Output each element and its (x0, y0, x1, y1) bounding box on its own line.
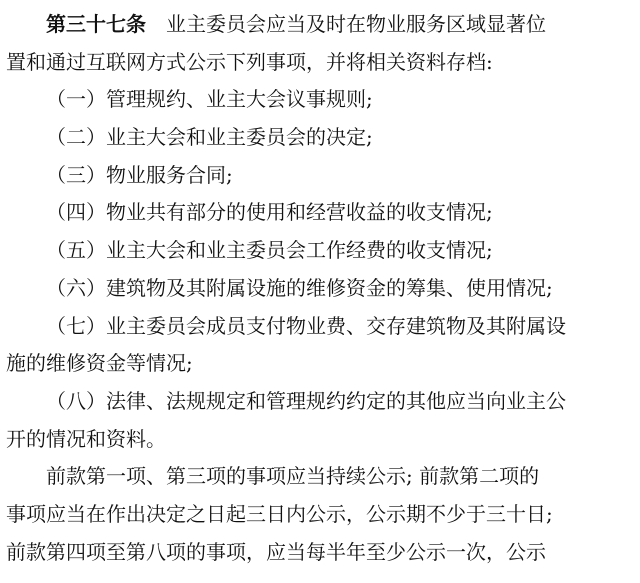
article-text-line-1: 业主委员会应当及时在物业服务区域显著位 (166, 12, 546, 36)
article-title: 第三十七条 (46, 12, 146, 36)
list-item-6: （六）建筑物及其附属设施的维修资金的筹集、使用情况; (46, 275, 553, 300)
list-item-8: （八）法律、法规规定和管理规约约定的其他应当向业主公 (46, 388, 566, 413)
paragraph-line-1: 前款第一项、第三项的事项应当持续公示; 前款第二项的 (46, 464, 540, 489)
list-item-5: （五）业主大会和业主委员会工作经费的收支情况; (46, 238, 493, 263)
list-item-4: （四）物业共有部分的使用和经营收益的收支情况; (46, 200, 493, 225)
list-item-3: （三）物业服务合同; (46, 162, 233, 187)
article-text-line-2: 置和通过互联网方式公示下列事项，并将相关资料存档: (6, 49, 493, 74)
list-item-7: （七）业主委员会成员支付物业费、交存建筑物及其附属设 (46, 313, 566, 338)
list-item-2: （二）业主大会和业主委员会的决定; (46, 125, 373, 150)
article-heading-line (6, 6, 634, 44)
list-item-7-continued: 施的维修资金等情况; (6, 351, 193, 376)
list-item-1: （一）管理规约、业主大会议事规则; (46, 87, 373, 112)
paragraph-line-3: 前款第四项至第八项的事项，应当每半年至少公示一次，公示 (6, 539, 546, 564)
paragraph-line-2: 事项应当在作出决定之日起三日内公示，公示期不少于三十日; (6, 501, 553, 526)
list-item-8-continued: 开的情况和资料。 (6, 426, 166, 451)
